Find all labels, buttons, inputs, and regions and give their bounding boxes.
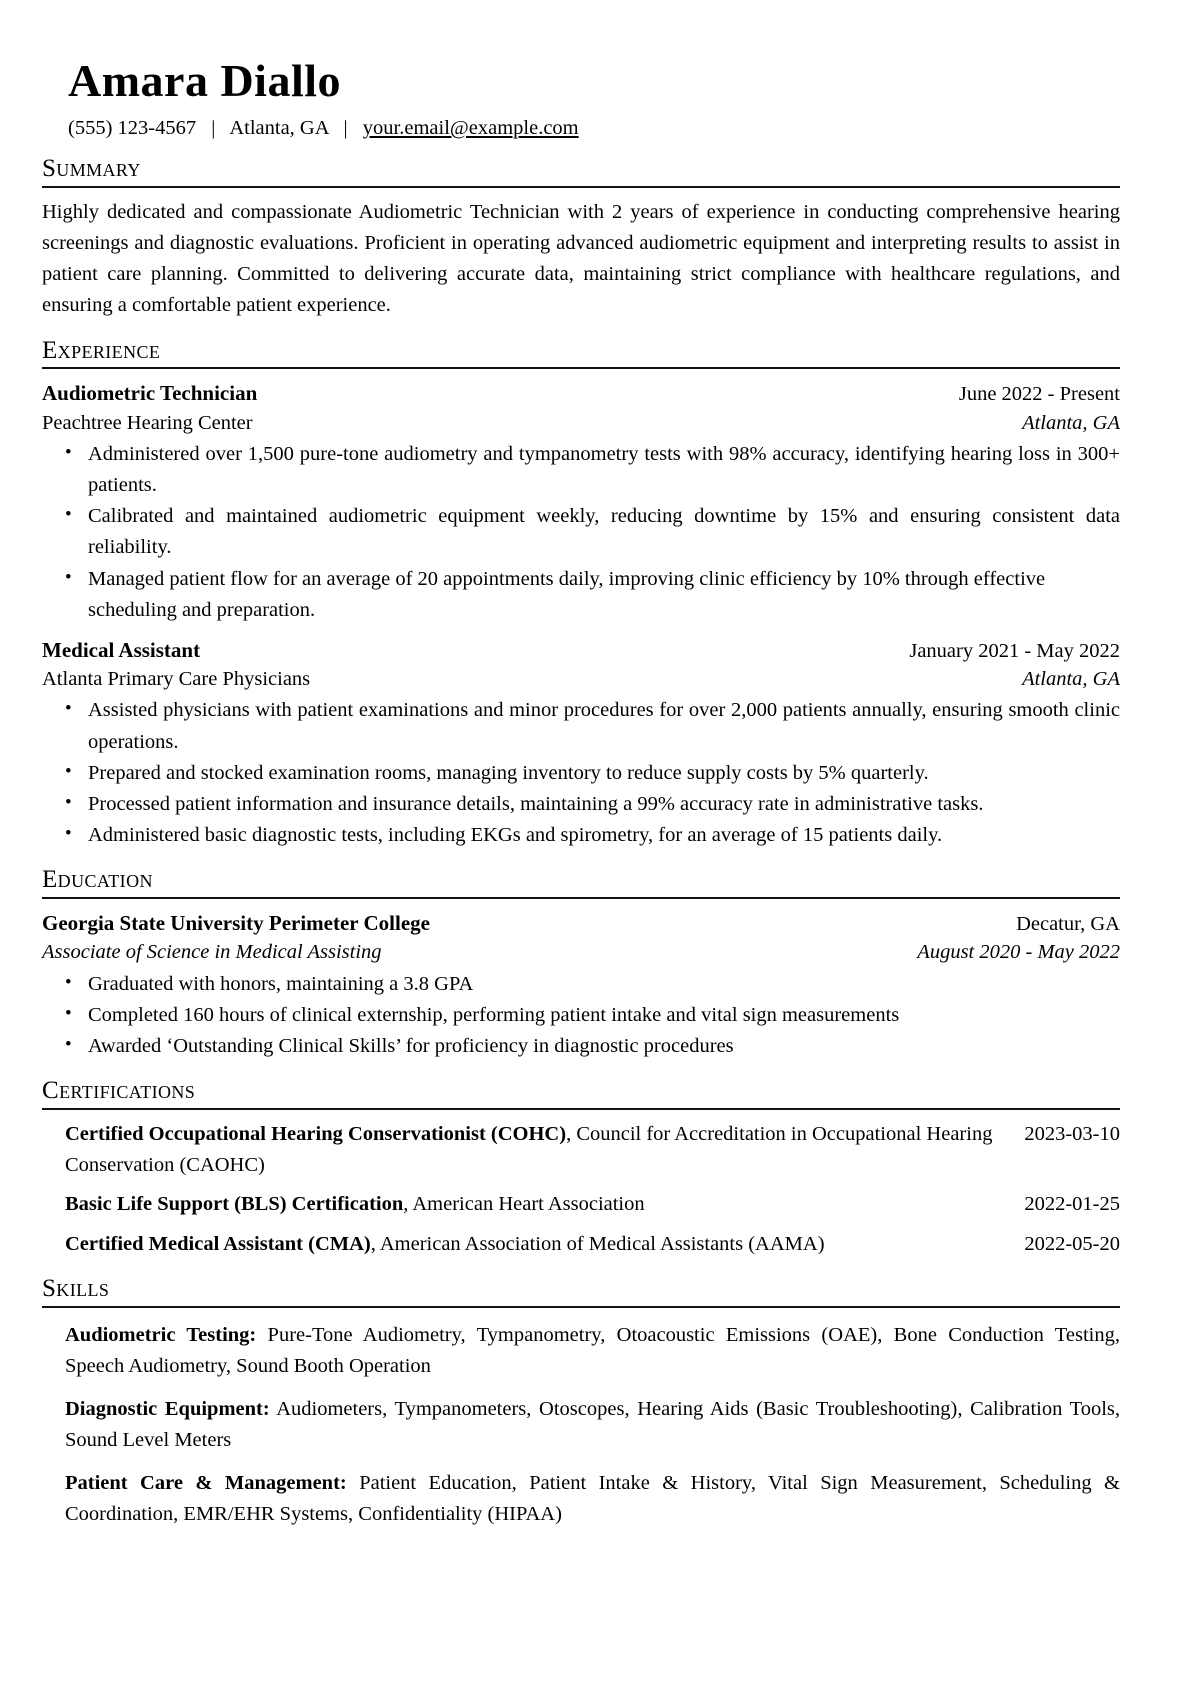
skill-group (42, 1394, 1120, 1456)
skill-category: Diagnostic Equipment: (65, 1397, 270, 1420)
experience-org-row (42, 409, 1120, 437)
certification-date: 2023-03-10 (1024, 1122, 1120, 1145)
section-heading-skills: Skills (42, 1274, 110, 1302)
list-item: • Graduated with honors, maintaining a 3.8 GPA (42, 969, 1120, 1000)
job-title: Audiometric Technician (42, 381, 258, 406)
education-entry (42, 909, 1120, 1062)
contact-separator-2: | (343, 116, 348, 139)
list-item: • Processed patient information and insurance details, maintaining a 99% accuracy rate in administrative tasks. (42, 789, 1120, 820)
education-school-row (42, 909, 1120, 938)
section-rule-experience (42, 367, 1120, 369)
contact-line (68, 116, 1120, 141)
contact-separator-1: | (211, 116, 216, 139)
section-rule-education (42, 897, 1120, 899)
job-date: January 2021 - May 2022 (909, 639, 1120, 662)
job-organization: Atlanta Primary Care Physicians (42, 668, 311, 691)
list-item: • Administered basic diagnostic tests, including EKGs and spirometry, for an average of 15 patients daily. (42, 820, 1120, 851)
certification-date: 2022-01-25 (1024, 1193, 1120, 1216)
education-bullet-list (42, 969, 1120, 1062)
certification-issuer-sep: , (566, 1122, 577, 1145)
section-heading-summary: Summary (42, 155, 141, 183)
list-item: • Awarded ‘Outstanding Clinical Skills’ for proficiency in diagnostic procedures (42, 1031, 1120, 1062)
section-rule-certifications (42, 1108, 1120, 1110)
job-location: Atlanta, GA (1022, 668, 1120, 691)
certification-text (65, 1119, 1006, 1181)
certification-name: Certified Medical Assistant (CMA) (65, 1233, 371, 1256)
experience-entry (42, 636, 1120, 851)
certification-text (65, 1229, 1006, 1260)
certification-entry (42, 1229, 1120, 1260)
section-heading-education: Education (42, 866, 153, 894)
experience-title-row (42, 636, 1120, 665)
school-name: Georgia State University Perimeter College (42, 910, 430, 935)
degree-name: Associate of Science in Medical Assisting (42, 941, 382, 964)
job-date: June 2022 - Present (958, 383, 1120, 406)
certification-name: Basic Life Support (BLS) Certification (65, 1193, 404, 1216)
job-title: Medical Assistant (42, 637, 201, 662)
skill-category: Audiometric Testing: (65, 1323, 257, 1346)
certification-issuer: American Heart Association (412, 1193, 645, 1216)
section-rule-skills (42, 1306, 1120, 1308)
section-skills (42, 1275, 1120, 1531)
certification-row (65, 1119, 1120, 1181)
certification-row (65, 1189, 1120, 1220)
experience-org-row (42, 665, 1120, 693)
certification-issuer: Council for Accreditation in Occupational Hearing Conservation (CAOHC) (65, 1122, 993, 1176)
certification-issuer-sep: , (370, 1233, 380, 1256)
certification-date: 2022-05-20 (1024, 1233, 1120, 1256)
certification-issuer-sep: , (403, 1193, 413, 1216)
section-education (42, 866, 1120, 1062)
section-certifications (42, 1077, 1120, 1260)
location-text: Atlanta, GA (229, 116, 329, 139)
job-organization: Peachtree Hearing Center (42, 411, 253, 434)
phone-text: (555) 123-4567 (68, 116, 197, 139)
section-heading-certifications: Certifications (42, 1077, 196, 1105)
section-heading-experience: Experience (42, 336, 161, 364)
skill-group (42, 1468, 1120, 1530)
experience-title-row (42, 379, 1120, 408)
certification-row (65, 1229, 1120, 1260)
email-link[interactable]: your.email@example.com (362, 116, 579, 139)
skill-items: Pure-Tone Audiometry, Tympanometry, Otoacoustic Emissions (OAE), Bone Conduction Testing, Speech Audiometry, Sound Booth Operation (65, 1323, 1120, 1377)
list-item: • Managed patient flow for an average of 20 appointments daily, improving clinic efficiency by 10% through effective scheduling and preparation. (42, 564, 1120, 626)
certification-text (65, 1189, 1006, 1220)
job-bullet-list (42, 439, 1120, 626)
certification-entry (42, 1119, 1120, 1181)
education-date: August 2020 - May 2022 (917, 941, 1120, 964)
certification-entry (42, 1189, 1120, 1220)
school-location: Decatur, GA (1016, 912, 1120, 935)
skill-items: Patient Education, Patient Intake & History, Vital Sign Measurement, Scheduling & Coordination, EMR/EHR Systems, Confidentiality (HIPAA) (65, 1472, 1121, 1526)
skill-items: Audiometers, Tympanometers, Otoscopes, Hearing Aids (Basic Troubleshooting), Calibration Tools, Sound Level Meters (65, 1397, 1120, 1451)
job-bullet-list (42, 695, 1120, 851)
skill-group (42, 1320, 1120, 1382)
education-degree-row (42, 938, 1120, 966)
list-item: • Assisted physicians with patient examinations and minor procedures for over 2,000 patients annually, ensuring smooth clinic operations. (42, 695, 1120, 757)
summary-text: Highly dedicated and compassionate Audiometric Technician with 2 years of experience in conducting comprehensive hearing screenings and diagnostic evaluations. Proficient in operating advanced audiometric equipment and interpreting results to assist in patient care planning. Committed to delivering accurate data, maintaining strict compliance with healthcare regulations, and ensuring a comfortable patient experience. (42, 201, 1120, 317)
experience-entry (42, 379, 1120, 626)
certification-name: Certified Occupational Hearing Conservationist (COHC) (65, 1122, 567, 1145)
list-item: • Completed 160 hours of clinical externship, performing patient intake and vital sign measurements (42, 1000, 1120, 1031)
candidate-name: Amara Diallo (68, 55, 342, 106)
section-rule-summary (42, 186, 1120, 188)
section-summary (42, 155, 1120, 321)
skill-category: Patient Care & Management: (65, 1472, 347, 1495)
job-location: Atlanta, GA (1022, 411, 1120, 434)
certification-issuer: American Association of Medical Assistants (AAMA) (379, 1233, 825, 1256)
section-experience (42, 337, 1120, 852)
list-item: • Prepared and stocked examination rooms, managing inventory to reduce supply costs by 5% quarterly. (42, 758, 1120, 789)
list-item: • Administered over 1,500 pure-tone audiometry and tympanometry tests with 98% accuracy, identifying hearing loss in 300+ patients. (42, 439, 1120, 501)
list-item: • Calibrated and maintained audiometric equipment weekly, reducing downtime by 15% and ensuring consistent data reliability. (42, 501, 1120, 563)
